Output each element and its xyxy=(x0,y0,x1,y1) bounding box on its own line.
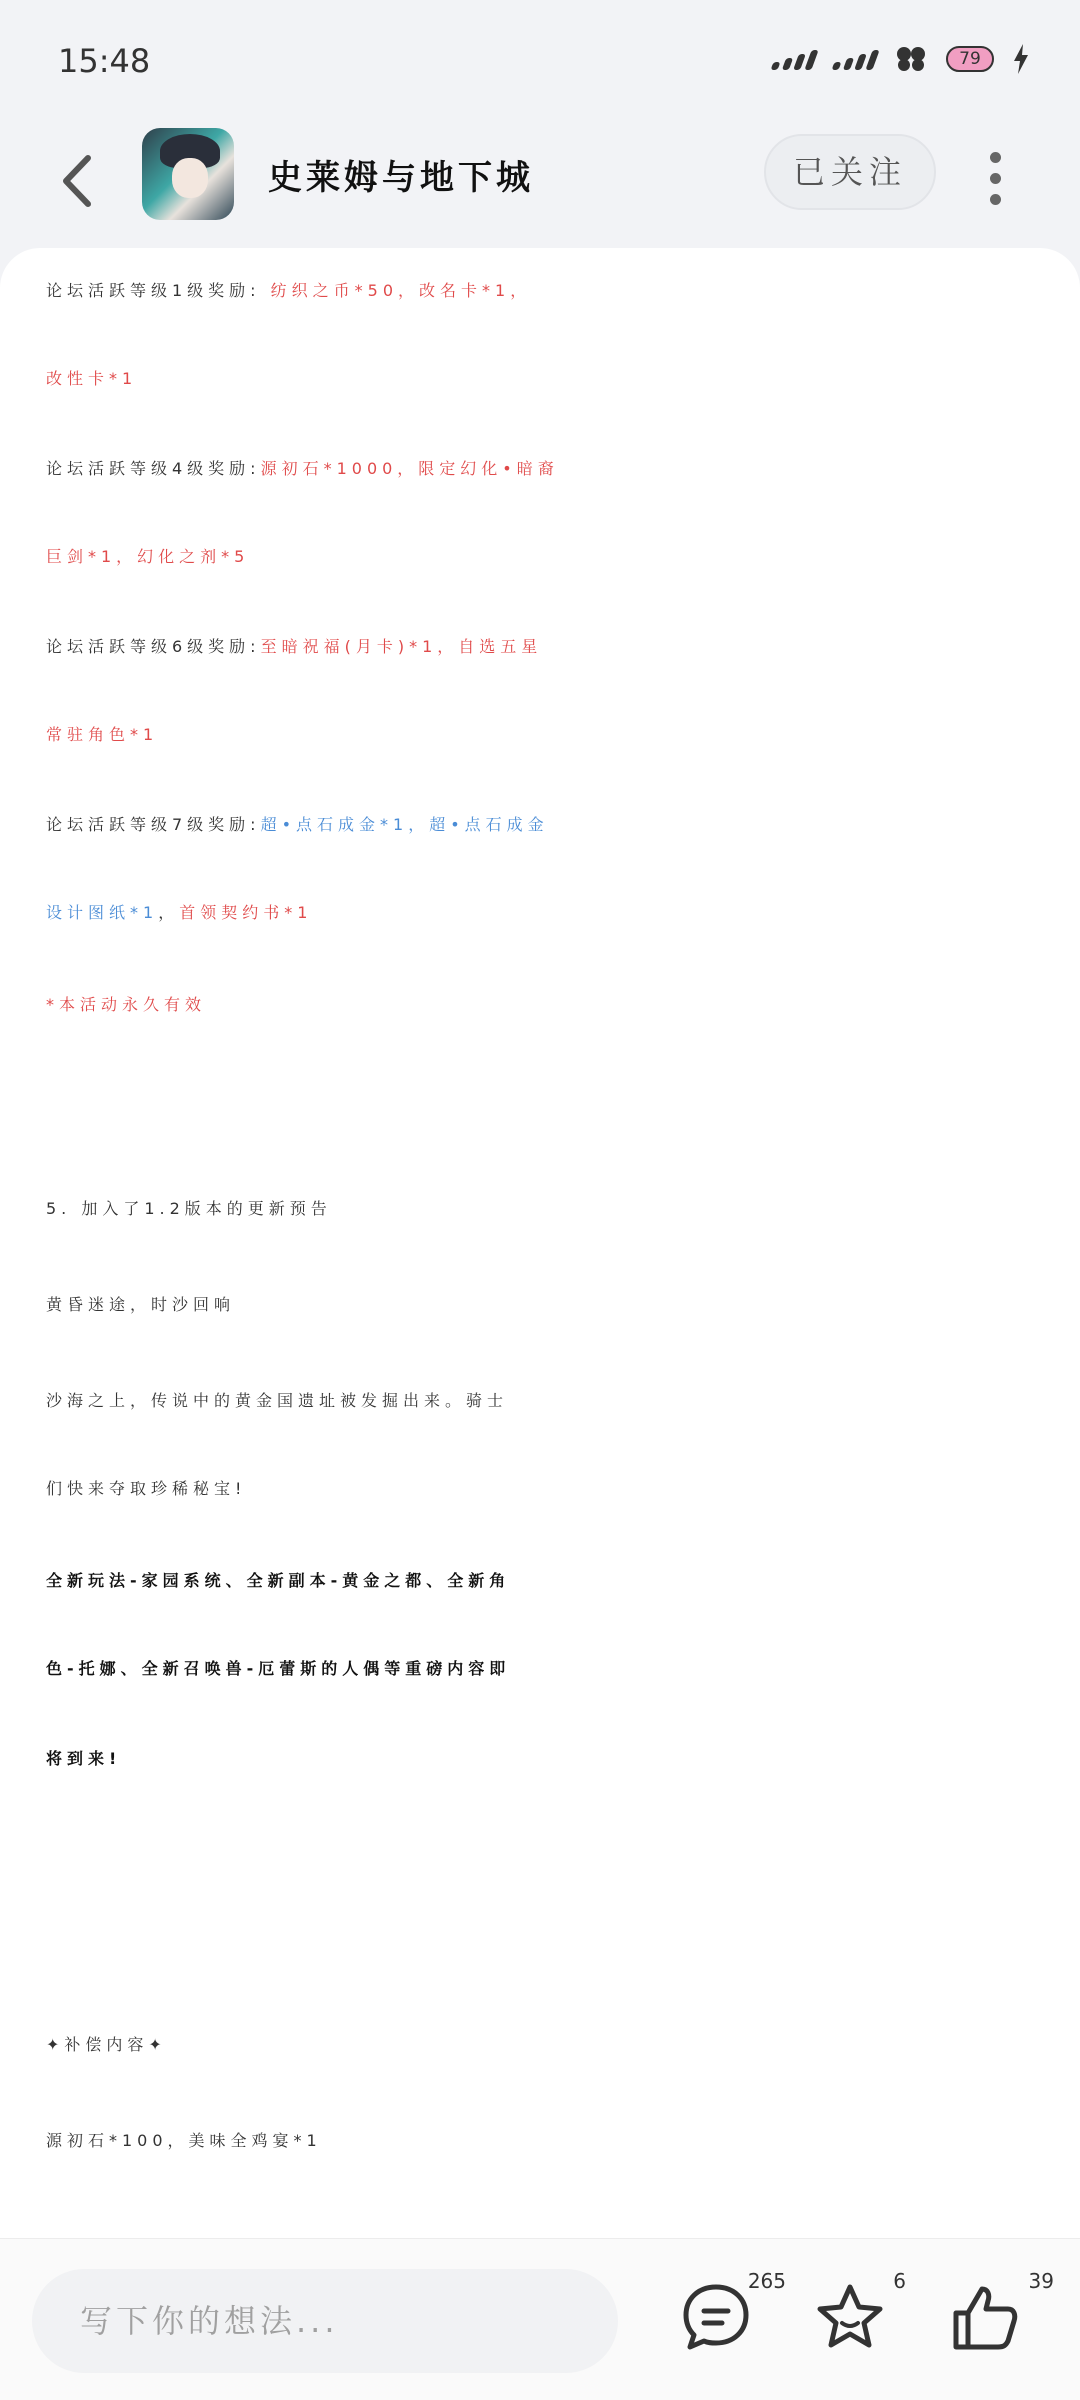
thumbs-up-icon xyxy=(944,2277,1024,2357)
article-text-segment: 论坛活跃等级7级奖励: xyxy=(46,815,261,834)
favorite-count: 6 xyxy=(893,2269,906,2293)
article-text-segment: 超•点石成金*1，超•点石成金 xyxy=(260,815,549,834)
forum-title[interactable]: 史莱姆与地下城 xyxy=(268,158,534,198)
article-line xyxy=(46,544,249,567)
article-line xyxy=(46,722,158,745)
article-line xyxy=(46,456,559,479)
forum-avatar[interactable] xyxy=(142,128,234,220)
follow-button[interactable]: 已关注 xyxy=(764,134,936,210)
article-line xyxy=(46,2128,322,2151)
back-arrow-icon[interactable] xyxy=(52,148,102,214)
article-text-segment: ✦补偿内容✦ xyxy=(46,2035,167,2054)
comment-input[interactable] xyxy=(32,2269,618,2373)
article-text-segment: 全新玩法-家园系统、全新副本-黄金之都、全新角 xyxy=(46,1571,511,1590)
article-line xyxy=(46,2032,167,2055)
article-text-segment: 纺织之币*50，改名卡*1， xyxy=(270,281,532,300)
article-line xyxy=(46,812,549,835)
comment-count: 265 xyxy=(747,2269,786,2293)
status-bar xyxy=(0,0,1080,120)
article-line xyxy=(46,992,206,1015)
article-text-segment: 将到来! xyxy=(46,1749,122,1768)
favorite-button[interactable] xyxy=(810,2269,906,2357)
more-menu-icon[interactable] xyxy=(990,152,1004,198)
article-text-segment: 论坛活跃等级1级奖励: xyxy=(46,281,271,300)
status-icons xyxy=(772,44,1030,74)
signal-icon xyxy=(772,48,815,70)
article-line xyxy=(46,1292,235,1315)
article-text-segment: 常驻角色*1 xyxy=(46,725,159,744)
article-text-segment: *本活动永久有效 xyxy=(46,995,207,1014)
wifi-icon xyxy=(894,45,928,73)
article-text-segment: 首领契约书*1 xyxy=(179,903,313,922)
comment-button[interactable] xyxy=(676,2269,786,2357)
article-text-segment: 源初石*1000，限定幻化•暗裔 xyxy=(260,459,559,478)
article-text-segment: ， xyxy=(158,903,180,922)
article-text-segment: 巨剑*1，幻化之剂*5 xyxy=(46,547,250,566)
article-text-segment: 设计图纸*1 xyxy=(46,903,159,922)
article-line xyxy=(46,1656,510,1679)
article-text-segment: 黄昏迷途，时沙回响 xyxy=(46,1295,236,1314)
article-text-segment: 至暗祝福(月卡)*1，自选五星 xyxy=(260,637,543,656)
article-line xyxy=(46,634,542,657)
article-line xyxy=(46,1476,246,1499)
article-line xyxy=(46,1388,508,1411)
article-line xyxy=(46,278,531,301)
like-button[interactable] xyxy=(944,2269,1054,2357)
article-text-segment: 们快来夺取珍稀秘宝! xyxy=(46,1479,247,1498)
article-line xyxy=(46,900,312,923)
star-icon xyxy=(810,2277,890,2357)
article-text-segment: 5. 加入了1.2版本的更新预告 xyxy=(46,1199,332,1218)
article-text-segment: 源初石*100，美味全鸡宴*1 xyxy=(46,2131,322,2150)
top-nav xyxy=(0,120,1080,250)
bottom-action-bar xyxy=(0,2238,1080,2400)
signal-icon-2 xyxy=(833,48,876,70)
article-line xyxy=(46,1568,510,1591)
status-time: 15:48 xyxy=(58,42,151,80)
article-line xyxy=(46,1746,121,1769)
charging-icon xyxy=(1012,44,1030,74)
article-text-segment: 改性卡*1 xyxy=(46,369,138,388)
article-line xyxy=(46,366,137,389)
article-text-segment: 色-托娜、全新召唤兽-厄蕾斯的人偶等重磅内容即 xyxy=(46,1659,511,1678)
article-text-segment: 沙海之上，传说中的黄金国遗址被发掘出来。骑士 xyxy=(46,1391,509,1410)
article-line xyxy=(46,1196,332,1219)
article-text-segment: 论坛活跃等级4级奖励: xyxy=(46,459,261,478)
comment-icon xyxy=(676,2277,756,2357)
article-text-segment: 论坛活跃等级6级奖励: xyxy=(46,637,261,656)
like-count: 39 xyxy=(1028,2269,1054,2293)
battery-icon: 79 xyxy=(946,46,994,72)
